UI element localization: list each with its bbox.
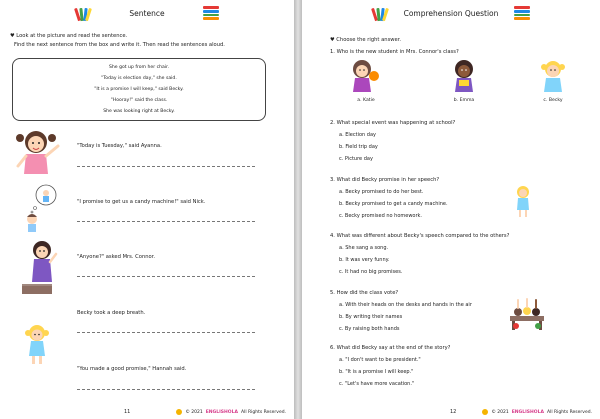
page-number: 11 [124,409,131,415]
question-5: 5. How did the class vote? [330,290,399,296]
right-header [302,3,600,23]
girl-pointing-icon [10,128,64,180]
brand-logo-icon [176,409,182,415]
right-page [302,0,600,419]
box-sentence: "It is a promise I will keep," said Becky. [94,87,184,92]
page-gutter [294,0,302,419]
left-header [0,3,294,23]
question-4: 4. What was different about Becky's speech compared to the others? [330,233,510,239]
writing-line[interactable] [77,276,255,277]
option-label[interactable]: b. Emma [453,98,475,103]
brand-logo-icon [482,409,488,415]
option-label[interactable]: b. Becky promised to get a candy machine. [339,201,448,207]
exercise-sentence: "Today is Tuesday," said Ayanna. [77,143,162,149]
emma-icon [449,58,479,94]
option-label[interactable]: a. Katie [357,98,375,103]
books-icon [203,6,219,20]
option-label[interactable]: b. It was very funny. [339,257,390,263]
katie-icon [347,58,381,94]
becky-icon [538,58,568,94]
option-label[interactable]: b. "It is a promise I will keep." [339,369,414,375]
option-label[interactable]: a. Becky promised to do her best. [339,189,424,195]
sentence-box [12,58,266,121]
question-3: 3. What did Becky promise in her speech? [330,177,440,183]
exercise-sentence: "You made a good promise," Hannah said. [77,366,187,372]
box-sentence: "Hooray!" said the class. [110,98,168,103]
option-label[interactable]: a. She sang a song. [339,245,389,251]
option-label[interactable]: a. "I don't want to be president." [339,357,421,363]
option-label[interactable]: a. With their heads on the desks and hands in the air [339,302,472,308]
crayons-icon [75,5,91,21]
option-label[interactable]: c. "Let's have more vacation." [339,381,415,387]
instruction-1: ♥ Look at the picture and read the sentence. [10,33,128,39]
exercise-sentence: "Anyone?" asked Mrs. Connor. [77,254,156,260]
copyright: © 2021 ENGLISHOLA All Rights Reserved. [482,409,592,415]
box-sentence: She was looking right at Becky. [103,109,175,114]
page-title: Comprehension Question [403,8,499,18]
becky-small-icon [514,185,532,219]
box-sentence: She got up from her chair. [108,65,170,70]
option-label[interactable]: a. Election day [339,132,376,138]
becky-icon [24,324,50,366]
option-label[interactable]: b. Field trip day [339,144,378,150]
writing-line[interactable] [77,332,255,333]
option-label[interactable]: c. Becky [543,98,563,103]
question-2: 2. What special event was happening at school? [330,120,456,126]
question-6: 6. What did Becky say at the end of the story? [330,345,451,351]
question-1: 1. Who is the new student in Mrs. Connor's class? [330,49,459,55]
page-title: Sentence [129,8,165,18]
box-sentence: "Today is election day," she said. [101,76,177,81]
left-footer [0,406,294,416]
crayons-icon [372,5,388,21]
instruction-2: Find the next sentence from the box and write it. Then read the sentences aloud. [14,42,225,48]
writing-line[interactable] [77,221,255,222]
writing-line[interactable] [77,166,255,167]
boy-thinking-icon [24,183,60,235]
exercise-sentence: "I promise to get us a candy machine!" said Nick. [77,199,206,205]
copyright: © 2021 ENGLISHOLA All Rights Reserved. [176,409,286,415]
option-label[interactable]: c. By raising both hands [339,326,400,332]
exercise-sentence: Becky took a deep breath. [77,310,146,316]
writing-line[interactable] [77,389,255,390]
option-label[interactable]: c. Becky promised no homework. [339,213,423,219]
left-page [0,0,294,419]
teacher-icon [18,240,64,296]
right-footer [302,406,600,416]
class-voting-icon [508,298,546,332]
option-label[interactable]: b. By writing their names [339,314,403,320]
page-number: 12 [450,409,457,415]
books-icon [514,6,530,20]
option-label[interactable]: c. Picture day [339,156,373,162]
option-label[interactable]: c. It had no big promises. [339,269,403,275]
instruction: ♥ Choose the right answer. [330,37,402,43]
